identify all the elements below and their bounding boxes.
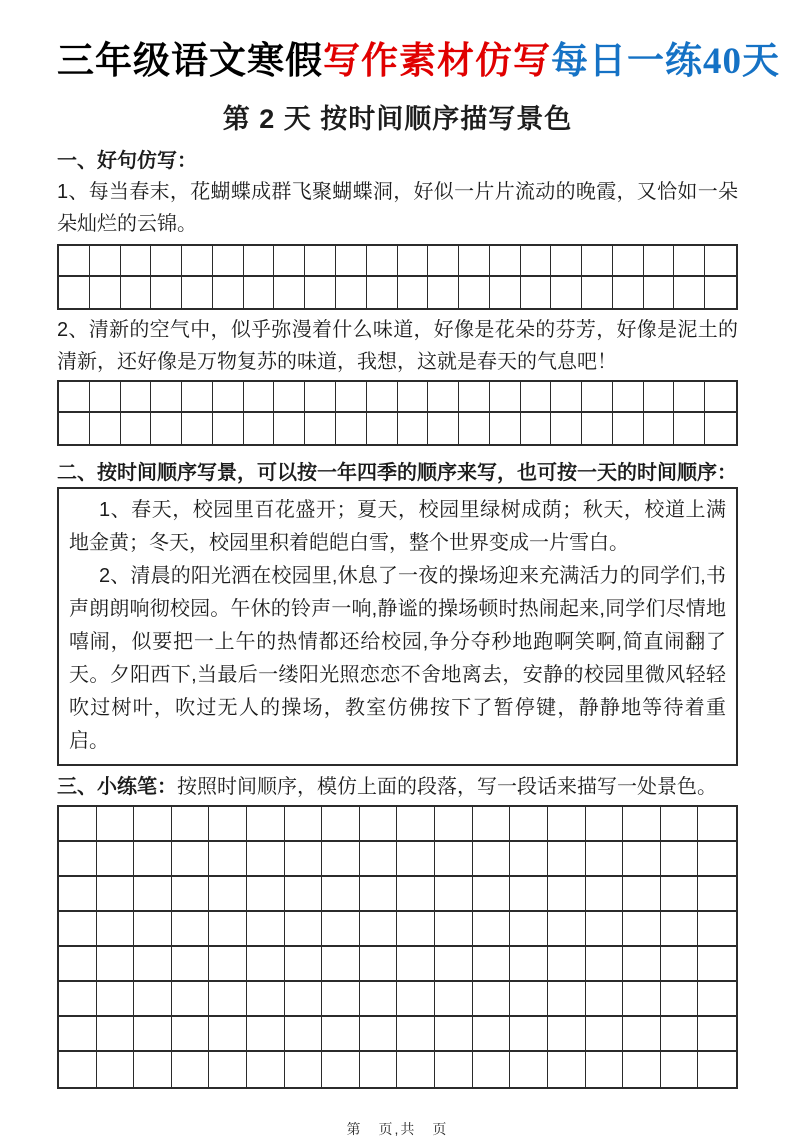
writing-cell (644, 413, 675, 444)
writing-cell (360, 982, 398, 1017)
page-title (57, 40, 780, 84)
writing-cell (661, 877, 699, 912)
writing-cell (209, 982, 247, 1017)
writing-cell (510, 982, 548, 1017)
writing-cell (360, 947, 398, 982)
writing-cell (322, 807, 360, 842)
writing-cell (360, 842, 398, 877)
writing-cell (213, 413, 244, 444)
writing-cell (59, 277, 90, 308)
page-footer: 第 页,共 页 (346, 1121, 449, 1137)
writing-cell (134, 947, 172, 982)
writing-cell (623, 807, 661, 842)
writing-cell (510, 1017, 548, 1052)
writing-cell (213, 277, 244, 308)
writing-cell (360, 1017, 398, 1052)
composition-grid (57, 805, 738, 1089)
writing-cell (360, 877, 398, 912)
writing-cell (586, 947, 624, 982)
writing-cell (510, 947, 548, 982)
title-part-black: 三年级语文寒假 (57, 41, 323, 82)
writing-cell (209, 877, 247, 912)
writing-cell (59, 982, 97, 1017)
writing-cell (172, 1052, 210, 1087)
writing-cell (551, 382, 582, 413)
writing-cell (521, 277, 552, 308)
writing-cell (397, 877, 435, 912)
writing-cell (473, 1052, 511, 1087)
example-paragraph-box (57, 487, 738, 766)
writing-cell (698, 807, 736, 842)
writing-cell (285, 947, 323, 982)
writing-cell (661, 1052, 699, 1087)
writing-cell (305, 413, 336, 444)
writing-cell (510, 807, 548, 842)
writing-cell (521, 382, 552, 413)
writing-cell (397, 807, 435, 842)
writing-grid-1 (57, 244, 738, 310)
writing-cell (336, 246, 367, 277)
writing-cell (582, 413, 613, 444)
writing-cell (428, 277, 459, 308)
writing-cell (473, 947, 511, 982)
writing-cell (172, 877, 210, 912)
writing-cell (705, 277, 736, 308)
writing-cell (705, 413, 736, 444)
writing-cell (698, 842, 736, 877)
writing-cell (172, 807, 210, 842)
writing-cell (172, 912, 210, 947)
writing-cell (586, 1052, 624, 1087)
writing-grid-2 (57, 380, 738, 446)
example-paragraph-2: 2、清晨的阳光洒在校园里,休息了一夜的操场迎来充满活力的同学们,书声朗朗响彻校园。午休的铃声一响,静谧的操场顿时热闹起来,同学们尽情地嘻闹，似要把一上午的热情都还给校园,争分夺秒地跑啊笑啊,简直闹翻了天。夕阳西下,当最后一缕阳光照恋恋不舍地离去，安静的校园里微风轻轻吹过树叶，吹过无人的操场，教室仿佛按下了暂停键，静静地等待着重启。 (69, 565, 726, 752)
section-3-heading-label: 三、小练笔： (57, 776, 177, 798)
writing-cell (428, 246, 459, 277)
writing-cell (151, 413, 182, 444)
writing-cell (59, 1017, 97, 1052)
writing-cell (459, 382, 490, 413)
writing-cell (586, 912, 624, 947)
writing-cell (97, 842, 135, 877)
writing-cell (521, 246, 552, 277)
writing-cell (623, 947, 661, 982)
writing-cell (134, 982, 172, 1017)
writing-cell (97, 912, 135, 947)
writing-cell (510, 842, 548, 877)
writing-cell (322, 947, 360, 982)
writing-cell (698, 877, 736, 912)
writing-cell (213, 246, 244, 277)
writing-cell (582, 246, 613, 277)
writing-cell (435, 877, 473, 912)
writing-cell (97, 1017, 135, 1052)
writing-cell (134, 912, 172, 947)
writing-cell (397, 947, 435, 982)
section-1-sentence-2: 2、清新的空气中，似乎弥漫着什么味道，好像是花朵的芬芳，好像是泥土的清新，还好像是万物复苏的味道，我想，这就是春天的气息吧！ (57, 319, 738, 373)
writing-cell (59, 947, 97, 982)
writing-cell (698, 1017, 736, 1052)
writing-cell (674, 246, 705, 277)
writing-cell (661, 1017, 699, 1052)
writing-cell (473, 807, 511, 842)
writing-cell (459, 246, 490, 277)
writing-cell (121, 277, 152, 308)
writing-cell (97, 947, 135, 982)
writing-cell (613, 413, 644, 444)
writing-cell (644, 277, 675, 308)
section-2-heading: 二、按时间顺序写景，可以按一年四季的顺序来写，也可按一天的时间顺序： (57, 462, 737, 484)
writing-cell (548, 807, 586, 842)
writing-cell (510, 877, 548, 912)
writing-cell (548, 912, 586, 947)
writing-cell (435, 807, 473, 842)
writing-cell (90, 382, 121, 413)
writing-cell (172, 982, 210, 1017)
writing-cell (661, 912, 699, 947)
writing-cell (285, 842, 323, 877)
writing-cell (613, 246, 644, 277)
writing-cell (322, 877, 360, 912)
writing-cell (473, 912, 511, 947)
writing-cell (336, 277, 367, 308)
writing-cell (59, 246, 90, 277)
writing-cell (360, 912, 398, 947)
writing-cell (285, 877, 323, 912)
writing-cell (97, 1052, 135, 1087)
writing-cell (623, 1017, 661, 1052)
writing-cell (134, 877, 172, 912)
writing-cell (247, 1017, 285, 1052)
writing-cell (367, 382, 398, 413)
writing-cell (428, 413, 459, 444)
writing-cell (97, 807, 135, 842)
writing-cell (322, 1017, 360, 1052)
writing-cell (59, 842, 97, 877)
writing-cell (244, 382, 275, 413)
writing-cell (623, 982, 661, 1017)
title-part-blue: 每日一练40天 (551, 41, 780, 82)
writing-cell (209, 912, 247, 947)
writing-cell (548, 877, 586, 912)
writing-cell (305, 246, 336, 277)
writing-cell (398, 277, 429, 308)
writing-cell (490, 382, 521, 413)
writing-cell (510, 1052, 548, 1087)
writing-cell (551, 246, 582, 277)
writing-cell (510, 912, 548, 947)
writing-cell (674, 277, 705, 308)
writing-cell (247, 912, 285, 947)
writing-cell (661, 842, 699, 877)
writing-cell (134, 807, 172, 842)
writing-cell (305, 277, 336, 308)
writing-cell (209, 807, 247, 842)
writing-cell (97, 982, 135, 1017)
writing-cell (121, 246, 152, 277)
writing-cell (97, 877, 135, 912)
writing-cell (623, 912, 661, 947)
writing-cell (398, 382, 429, 413)
writing-cell (698, 947, 736, 982)
writing-cell (473, 877, 511, 912)
writing-cell (285, 912, 323, 947)
writing-cell (121, 413, 152, 444)
writing-cell (613, 382, 644, 413)
writing-cell (644, 382, 675, 413)
writing-cell (586, 982, 624, 1017)
writing-cell (398, 246, 429, 277)
writing-cell (586, 842, 624, 877)
writing-cell (151, 246, 182, 277)
writing-cell (322, 912, 360, 947)
writing-cell (336, 382, 367, 413)
writing-cell (274, 277, 305, 308)
writing-cell (435, 912, 473, 947)
writing-cell (336, 413, 367, 444)
writing-cell (551, 277, 582, 308)
writing-cell (367, 246, 398, 277)
writing-cell (586, 877, 624, 912)
writing-cell (209, 1017, 247, 1052)
writing-cell (247, 982, 285, 1017)
writing-cell (490, 277, 521, 308)
writing-cell (244, 277, 275, 308)
writing-cell (548, 1052, 586, 1087)
writing-cell (674, 413, 705, 444)
section-1-sentence-1: 1、每当春末，花蝴蝶成群飞聚蝴蝶洞，好似一片片流动的晚霞，又恰如一朵朵灿烂的云锦。 (57, 181, 738, 235)
writing-cell (459, 277, 490, 308)
writing-cell (322, 982, 360, 1017)
writing-cell (674, 382, 705, 413)
section-3-heading (57, 775, 738, 799)
writing-cell (305, 382, 336, 413)
writing-cell (244, 246, 275, 277)
writing-cell (623, 842, 661, 877)
writing-cell (285, 1017, 323, 1052)
writing-cell (182, 382, 213, 413)
writing-cell (247, 1052, 285, 1087)
writing-cell (274, 246, 305, 277)
writing-cell (661, 807, 699, 842)
writing-cell (473, 842, 511, 877)
writing-cell (247, 947, 285, 982)
writing-cell (435, 842, 473, 877)
writing-cell (285, 807, 323, 842)
writing-cell (209, 1052, 247, 1087)
writing-cell (623, 1052, 661, 1087)
writing-cell (551, 413, 582, 444)
writing-cell (134, 842, 172, 877)
writing-cell (428, 382, 459, 413)
writing-cell (398, 413, 429, 444)
writing-cell (182, 413, 213, 444)
writing-cell (59, 807, 97, 842)
writing-cell (182, 246, 213, 277)
writing-cell (367, 413, 398, 444)
writing-cell (473, 982, 511, 1017)
writing-cell (247, 877, 285, 912)
writing-cell (397, 842, 435, 877)
writing-cell (459, 413, 490, 444)
title-part-red: 写作素材仿写 (323, 41, 551, 82)
writing-cell (247, 807, 285, 842)
writing-cell (367, 277, 398, 308)
example-paragraph-1: 1、春天，校园里百花盛开；夏天，校园里绿树成荫；秋天，校道上满地金黄；冬天，校园里积着皑皑白雪，整个世界变成一片雪白。 (69, 499, 726, 554)
writing-cell (490, 246, 521, 277)
writing-cell (151, 277, 182, 308)
writing-cell (661, 947, 699, 982)
writing-cell (172, 947, 210, 982)
writing-cell (274, 382, 305, 413)
writing-cell (59, 382, 90, 413)
writing-cell (582, 277, 613, 308)
writing-cell (698, 1052, 736, 1087)
writing-cell (644, 246, 675, 277)
section-1-heading: 一、好句仿写： (57, 150, 197, 172)
writing-cell (397, 912, 435, 947)
writing-cell (244, 413, 275, 444)
writing-cell (151, 382, 182, 413)
writing-cell (623, 877, 661, 912)
writing-cell (473, 1017, 511, 1052)
writing-cell (134, 1052, 172, 1087)
writing-cell (121, 382, 152, 413)
writing-cell (59, 1052, 97, 1087)
writing-cell (490, 413, 521, 444)
writing-cell (90, 277, 121, 308)
writing-cell (213, 382, 244, 413)
writing-cell (209, 947, 247, 982)
writing-cell (435, 1017, 473, 1052)
writing-cell (698, 912, 736, 947)
writing-cell (360, 807, 398, 842)
writing-cell (435, 982, 473, 1017)
writing-cell (548, 947, 586, 982)
writing-cell (397, 1017, 435, 1052)
writing-cell (172, 842, 210, 877)
writing-cell (90, 246, 121, 277)
section-3-heading-text: 按照时间顺序，模仿上面的段落，写一段话来描写一处景色。 (177, 776, 717, 798)
writing-cell (209, 842, 247, 877)
writing-cell (59, 877, 97, 912)
writing-cell (322, 842, 360, 877)
writing-cell (586, 807, 624, 842)
writing-cell (182, 277, 213, 308)
writing-cell (322, 1052, 360, 1087)
writing-cell (435, 947, 473, 982)
writing-cell (285, 982, 323, 1017)
writing-cell (90, 413, 121, 444)
writing-cell (397, 1052, 435, 1087)
writing-cell (59, 413, 90, 444)
writing-cell (705, 382, 736, 413)
writing-cell (698, 982, 736, 1017)
writing-cell (586, 1017, 624, 1052)
writing-cell (274, 413, 305, 444)
writing-cell (285, 1052, 323, 1087)
writing-cell (582, 382, 613, 413)
writing-cell (705, 246, 736, 277)
writing-cell (661, 982, 699, 1017)
writing-cell (59, 912, 97, 947)
writing-cell (613, 277, 644, 308)
day-subtitle: 第 2 天 按时间顺序描写景色 (222, 104, 573, 134)
writing-cell (548, 842, 586, 877)
writing-cell (247, 842, 285, 877)
writing-cell (397, 982, 435, 1017)
writing-cell (521, 413, 552, 444)
writing-cell (548, 982, 586, 1017)
writing-cell (435, 1052, 473, 1087)
writing-cell (360, 1052, 398, 1087)
writing-cell (172, 1017, 210, 1052)
writing-cell (134, 1017, 172, 1052)
writing-cell (548, 1017, 586, 1052)
